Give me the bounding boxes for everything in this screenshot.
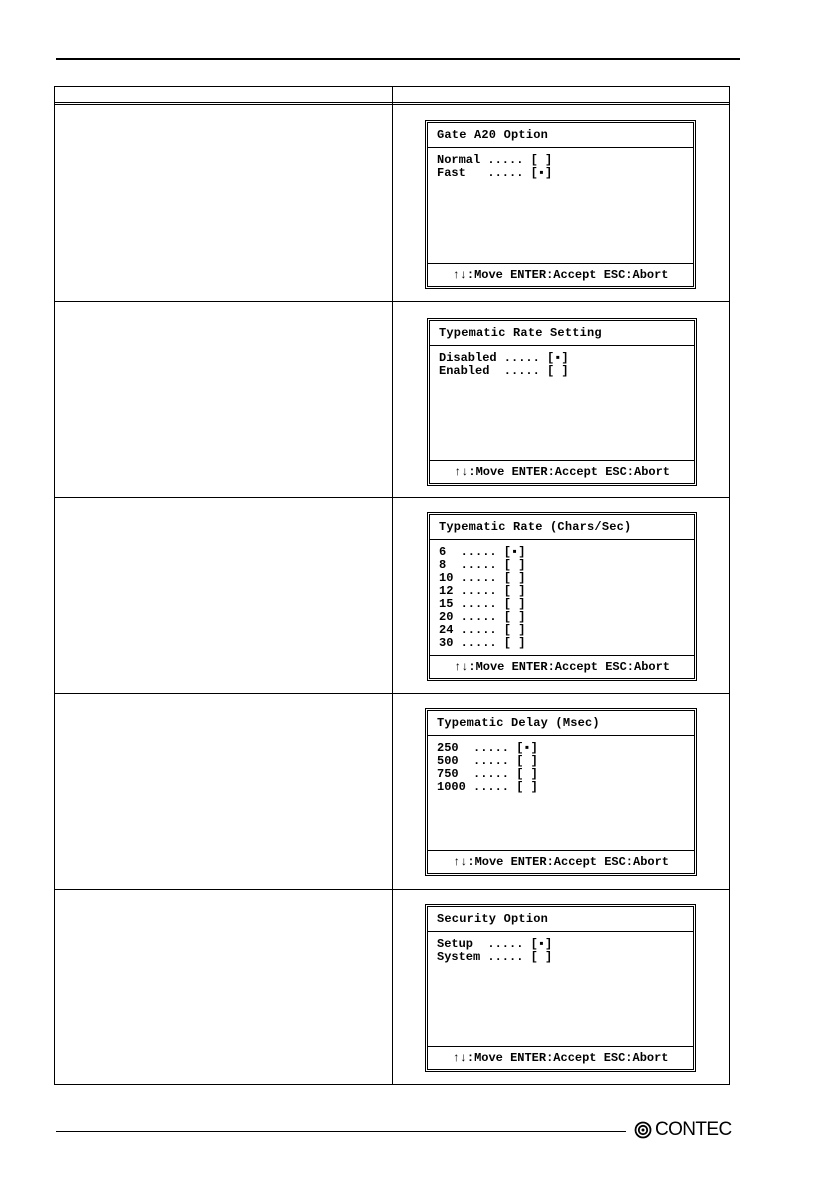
option-item[interactable]: 10 ..... [ ] [439,571,526,585]
option-item[interactable]: Setup ..... [▪] [437,937,553,951]
title-divider [430,539,694,540]
title-divider [428,147,693,148]
dialog-title: Typematic Rate Setting [439,326,602,340]
row-divider [55,301,729,302]
row-divider [55,889,729,890]
title-divider [428,735,694,736]
footer-divider [430,655,694,656]
option-item[interactable]: Disabled ..... [▪] [439,351,569,365]
footer-divider [428,263,693,264]
option-item[interactable]: 15 ..... [ ] [439,597,526,611]
typematic-rate-setting-dialog [427,318,697,486]
option-item[interactable]: Enabled ..... [ ] [439,364,569,378]
dialog-title: Typematic Delay (Msec) [437,716,600,730]
title-divider [430,345,694,346]
option-item[interactable]: 8 ..... [ ] [439,558,526,572]
gate-a20-dialog [425,120,696,289]
footer-rule [56,1131,626,1132]
option-list [437,938,552,964]
option-item[interactable]: 250 ..... [▪] [437,741,538,755]
option-item[interactable]: System ..... [ ] [437,950,553,964]
typematic-rate-chars-dialog [427,512,697,681]
option-item[interactable]: 6 ..... [▪] [439,545,526,559]
option-item[interactable]: 20 ..... [ ] [439,610,526,624]
row-divider [55,497,729,498]
option-list [439,546,525,650]
option-list [439,352,569,378]
option-item[interactable]: 12 ..... [ ] [439,584,526,598]
key-help-footer: ↑↓:Move ENTER:Accept ESC:Abort [452,855,670,869]
option-item[interactable]: 750 ..... [ ] [437,767,538,781]
footer-divider [428,1046,693,1047]
dialog-title: Gate A20 Option [437,128,549,142]
header-rule [56,58,740,60]
option-list [437,154,552,180]
footer-divider [428,850,694,851]
contec-ring-logo-icon [634,1121,652,1139]
dialog-title: Typematic Rate (Chars/Sec) [439,520,632,534]
title-divider [428,931,693,932]
contec-logo [634,1118,732,1142]
key-help-footer: ↑↓:Move ENTER:Accept ESC:Abort [452,268,669,282]
footer-divider [430,460,694,461]
option-item[interactable]: 24 ..... [ ] [439,623,526,637]
option-item[interactable]: 30 ..... [ ] [439,636,526,650]
option-list [437,742,538,794]
option-item[interactable]: Normal ..... [ ] [437,153,553,167]
security-option-dialog [425,904,696,1072]
typematic-delay-dialog [425,708,697,876]
option-item[interactable]: 1000 ..... [ ] [437,780,538,794]
column-divider [392,87,393,1084]
key-help-footer: ↑↓:Move ENTER:Accept ESC:Abort [452,1051,669,1065]
key-help-footer: ↑↓:Move ENTER:Accept ESC:Abort [453,465,671,479]
option-item[interactable]: Fast ..... [▪] [437,166,553,180]
row-divider [55,693,729,694]
dialog-title: Security Option [437,912,549,926]
option-item[interactable]: 500 ..... [ ] [437,754,538,768]
logo-text: CONTEC [655,1119,732,1140]
key-help-footer: ↑↓:Move ENTER:Accept ESC:Abort [453,660,671,674]
